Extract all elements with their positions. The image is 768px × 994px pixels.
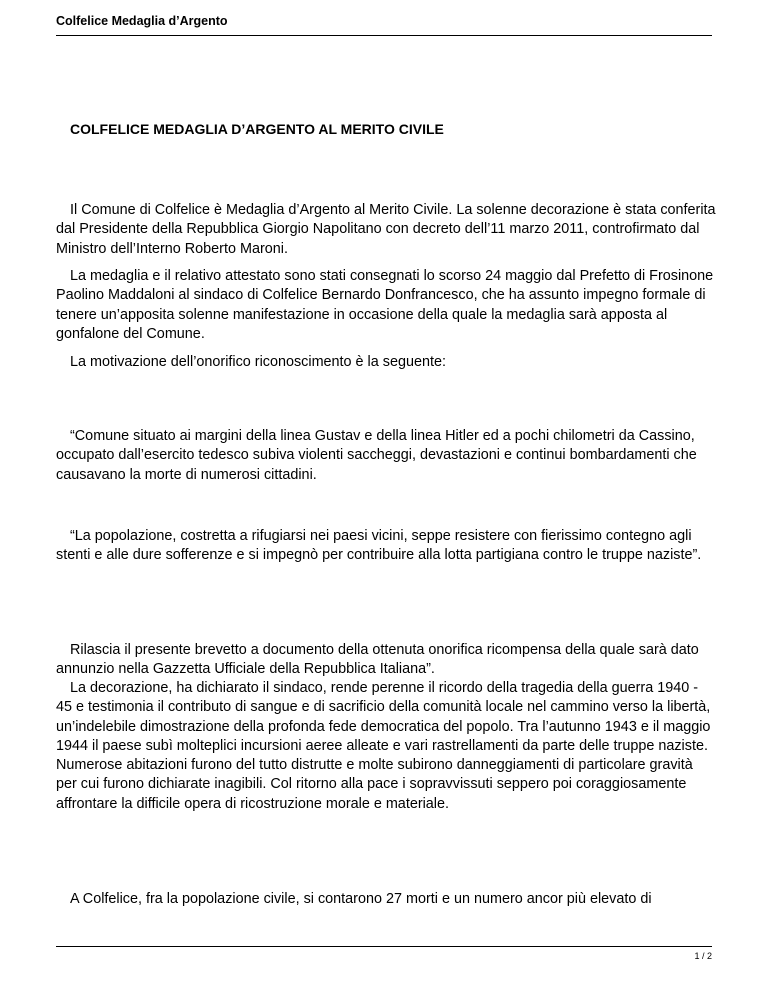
document-title: COLFELICE MEDAGLIA D’ARGENTO AL MERITO CIVILE: [70, 121, 444, 137]
paragraph-motivazione-intro: La motivazione dell’onorifico riconoscimento è la seguente:: [70, 354, 446, 370]
paragraph-decorazione: La decorazione, ha dichiarato il sindaco, rende perenne il ricordo della tragedia della guerra 1940 - 45 e testimonia il contributo di sangue e di sacrificio della comunità locale nel cammino verso la libertà, un’indelebile dimostrazione della profonda fede democratica del popolo. Tra l’autunno 1943 e il maggio 1944 il paese subì molteplici incursioni aeree alleate e vari rastrellamenti da parte delle truppe naziste. Numerose abitazioni furono del tutto distrutte e molte subirono danneggiamenti di particolare gravità per cui furono dichiarate inagibili. Col ritorno alla pace i sopravvissuti seppero poi coraggiosamente affrontare la difficile opera di ricostruzione morale e materiale.: [56, 680, 711, 812]
paragraph-consegna: La medaglia e il relativo attestato sono stati consegnati lo scorso 24 maggio dal Prefetto di Frosinone Paolino Maddaloni al sindaco di Colfelice Bernardo Donfrancesco, che ha assunto impegno formale di tenere un’apposita solenne manifestazione in occasione della quale la medaglia sarà apposta al gonfalone del Comune.: [56, 268, 714, 342]
paragraph-vittime: A Colfelice, fra la popolazione civile, si contarono 27 morti e un numero ancor più elevato di: [70, 891, 652, 907]
paragraph-quote-1: “Comune situato ai margini della linea Gustav e della linea Hitler ed a pochi chilometri da Cassino, occupato dall’esercito tedesco subiva violenti saccheggi, devastazioni e continui bombardamenti che causavano la morte di numerosi cittadini.: [56, 428, 697, 483]
header-title: Colfelice Medaglia d’Argento: [56, 14, 228, 28]
page-footer: [56, 946, 712, 961]
page-header: [56, 10, 712, 36]
paragraph-intro: Il Comune di Colfelice è Medaglia d’Argento al Merito Civile. La solenne decorazione è stata conferita dal Presidente della Repubblica Giorgio Napolitano con decreto dell’11 marzo 2011, controfirmato dal Ministro dell’Interno Roberto Maroni.: [56, 202, 716, 257]
page-number: 1 / 2: [694, 951, 712, 961]
paragraph-brevetto: Rilascia il presente brevetto a documento della ottenuta onorifica ricompensa della quale sarà dato annunzio nella Gazzetta Ufficiale della Repubblica Italiana”.: [56, 642, 699, 678]
paragraph-quote-2: “La popolazione, costretta a rifugiarsi nei paesi vicini, seppe resistere con fierissimo contegno agli stenti e alle dure sofferenze e si impegnò per contribuire alla lotta partigiana contro le truppe naziste”.: [56, 528, 702, 564]
